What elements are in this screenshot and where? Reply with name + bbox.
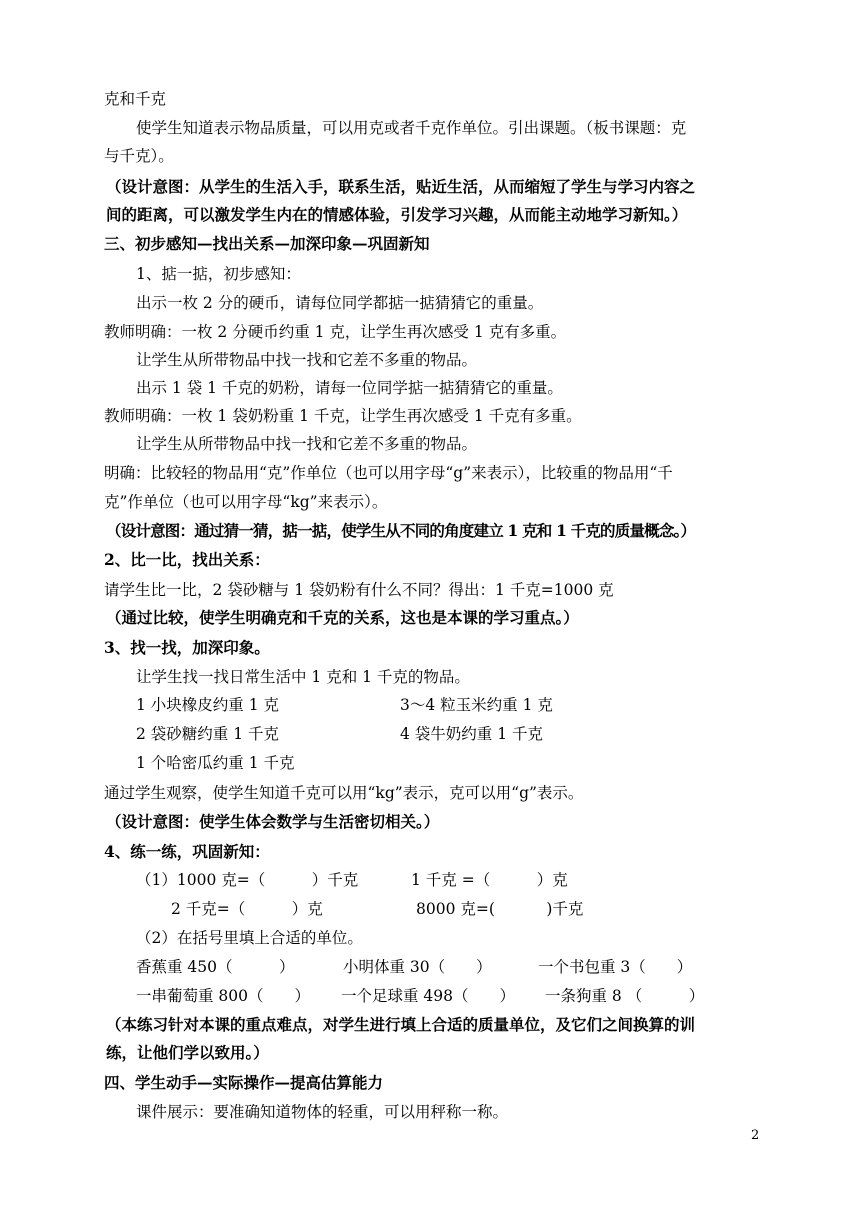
text-line: 与千克）。 bbox=[104, 147, 174, 165]
example-item: 1 个哈密瓜约重 1 千克 bbox=[136, 754, 295, 772]
design-intent-line: 练，让他们学以致用。） bbox=[106, 1043, 269, 1062]
exercise-item: 香蕉重 450（ ） bbox=[136, 958, 295, 976]
design-intent-line: （通过比较，使学生明确克和千克的关系，这也是本课的学习重点。） bbox=[106, 608, 579, 627]
text-line: 教师明确：一枚 2 分硬币约重 1 克，让学生再次感受 1 克有多重。 bbox=[104, 323, 567, 341]
text-line: 克和千克 bbox=[104, 90, 167, 108]
text-line: 克”作单位（也可以用字母“kg”来表示）。 bbox=[104, 493, 388, 511]
example-item: 2 袋砂糖约重 1 千克 bbox=[136, 725, 280, 743]
subsection-heading: 1、掂一掂，初步感知： bbox=[136, 265, 301, 283]
exercise-item: 一个书包重 3（ ） bbox=[538, 958, 693, 976]
exercise-item: （1）1000 克=（ ）千克 bbox=[136, 871, 359, 889]
exercise-item: 一条狗重 8 （ ） bbox=[545, 987, 705, 1005]
design-intent-line: （设计意图：从学生的生活入手，联系生活，贴近生活，从而缩短了学生与学习内容之 bbox=[106, 177, 696, 196]
example-item: 4 袋牛奶约重 1 千克 bbox=[400, 725, 544, 743]
design-intent-line: （设计意图：通过猜一猜，掂一掂，使学生从不同的角度建立 1 克和 1 千克的质量概念。） bbox=[106, 521, 696, 540]
exercise-item: 8000 克=( )千克 bbox=[416, 900, 584, 918]
exercise-item: 一个足球重 498（ ） bbox=[341, 987, 516, 1005]
example-item: 1 小块橡皮约重 1 克 bbox=[136, 696, 280, 714]
subsection-heading: 4、练一练，巩固新知： bbox=[104, 842, 270, 861]
page-number: 2 bbox=[751, 1128, 760, 1143]
design-intent-line: （设计意图：使学生体会数学与生活密切相关。） bbox=[106, 812, 440, 831]
example-item: 3～4 粒玉米约重 1 克 bbox=[400, 696, 553, 714]
exercise-item: 2 千克=（ ）克 bbox=[171, 900, 323, 918]
section-heading: 三、初步感知—找出关系—加深印象—巩固新知 bbox=[104, 234, 430, 253]
exercise-item: 1 千克 =（ ）克 bbox=[411, 871, 568, 889]
text-line: 让学生找一找日常生活中 1 克和 1 千克的物品。 bbox=[136, 668, 470, 686]
text-line: 通过学生观察，使学生知道千克可以用“kg”表示，克可以用“g”表示。 bbox=[104, 784, 584, 802]
exercise-item: 小明体重 30（ ） bbox=[343, 958, 492, 976]
text-line: 出示 1 袋 1 千克的奶粉，请每一位同学掂一掂猜猜它的重量。 bbox=[136, 379, 563, 397]
exercise-item: 一串葡萄重 800（ ） bbox=[136, 987, 311, 1005]
text-line: 让学生从所带物品中找一找和它差不多重的物品。 bbox=[136, 435, 478, 453]
section-heading: 四、学生动手—实际操作—提高估算能力 bbox=[104, 1073, 384, 1092]
text-line: 课件展示：要准确知道物体的轻重，可以用秤称一称。 bbox=[136, 1103, 509, 1121]
text-line: 出示一枚 2 分的硬币，请每位同学都掂一掂猜猜它的重量。 bbox=[136, 294, 544, 312]
subsection-heading: 2、比一比，找出关系： bbox=[104, 550, 270, 569]
text-line: 让学生从所带物品中找一找和它差不多重的物品。 bbox=[136, 351, 478, 369]
design-intent-line: （本练习针对本课的重点难点，对学生进行填上合适的质量单位，及它们之间换算的训 bbox=[106, 1015, 696, 1034]
text-line: 教师明确：一枚 1 袋奶粉重 1 千克，让学生再次感受 1 千克有多重。 bbox=[104, 407, 582, 425]
text-line: 使学生知道表示物品质量，可以用克或者千克作单位。引出课题。（板书课题：克 bbox=[136, 119, 687, 137]
exercise-heading: （2）在括号里填上合适的单位。 bbox=[136, 929, 363, 947]
subsection-heading: 3、找一找，加深印象。 bbox=[104, 638, 270, 657]
text-line: 明确：比较轻的物品用“克”作单位（也可以用字母“g”来表示），比较重的物品用“千 bbox=[104, 464, 673, 482]
text-line: 请学生比一比，2 袋砂糖与 1 袋奶粉有什么不同？得出：1 千克=1000 克 bbox=[104, 581, 614, 599]
design-intent-line: 间的距离，可以激发学生内在的情感体验，引发学习兴趣，从而能主动地学习新知。） bbox=[106, 205, 688, 224]
